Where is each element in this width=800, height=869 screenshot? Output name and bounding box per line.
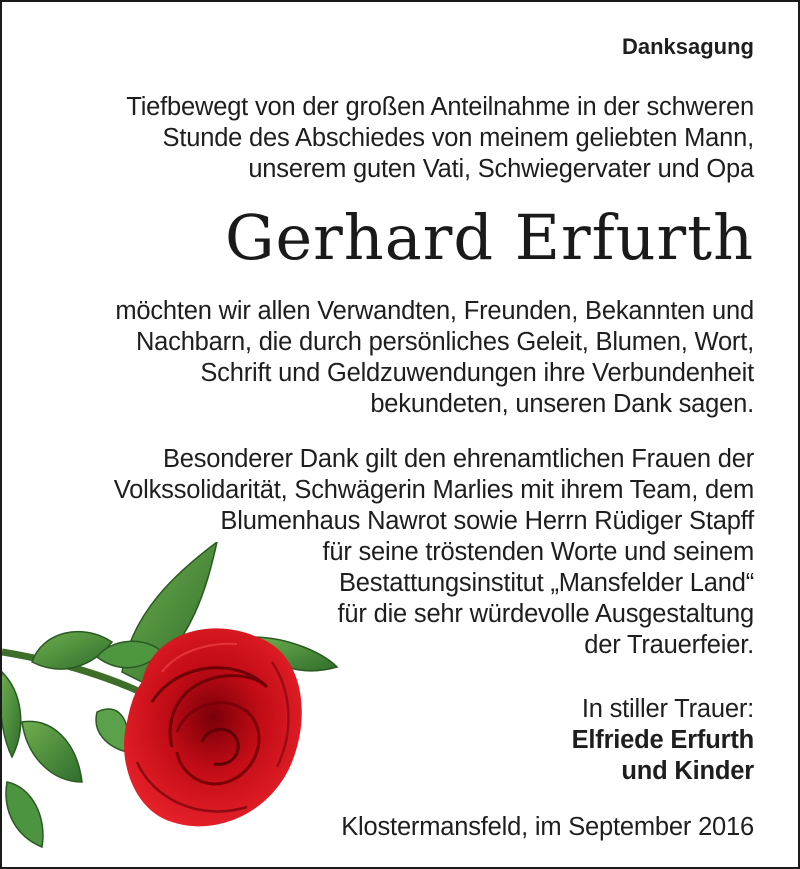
intro-line: unserem guten Vati, Schwiegervater und Opa [248,155,754,183]
mourner-name: Elfriede Erfurth [571,726,754,754]
special-thanks-line: für seine tröstenden Worte und seinem [322,538,754,566]
special-thanks-paragraph [114,444,754,661]
thanks-line: Schrift und Geldzuwendungen ihre Verbundenheit [200,359,754,387]
mourners-block [572,694,754,787]
special-thanks-line: Besonderer Dank gilt den ehrenamtlichen Frauen der [162,445,754,473]
thanks-line: Nachbarn, die durch persönliches Geleit, Blumen, Wort, [135,328,754,356]
special-thanks-line: Blumenhaus Nawrot sowie Herrn Rüdiger Stapff [220,507,754,535]
special-thanks-line: Bestattungsinstitut „Mansfelder Land“ [339,569,754,597]
special-thanks-line: Volkssolidarität, Schwägerin Marlies mit ihrem Team, dem [113,476,754,504]
special-thanks-line: für die sehr würdevolle Ausgestaltung [337,600,754,628]
deceased-name: Gerhard Erfurth [224,201,754,274]
place-date: Klostermansfeld, im September 2016 [341,813,754,841]
intro-paragraph [126,92,754,185]
special-thanks-line: der Trauerfeier. [584,631,754,659]
intro-line: Tiefbewegt von der großen Anteilnahme in der schweren [126,93,754,121]
intro-line: Stunde des Abschiedes von meinem geliebten Mann, [162,124,754,152]
thanks-line: bekundeten, unseren Dank sagen. [370,390,754,418]
heading-title: Danksagung [621,34,754,59]
mourning-label: In stiller Trauer: [581,695,754,723]
thanks-line: möchten wir allen Verwandten, Freunden, Bekannten und [115,297,754,325]
mourner-name: und Kinder [621,757,754,785]
thanks-paragraph [115,296,754,420]
